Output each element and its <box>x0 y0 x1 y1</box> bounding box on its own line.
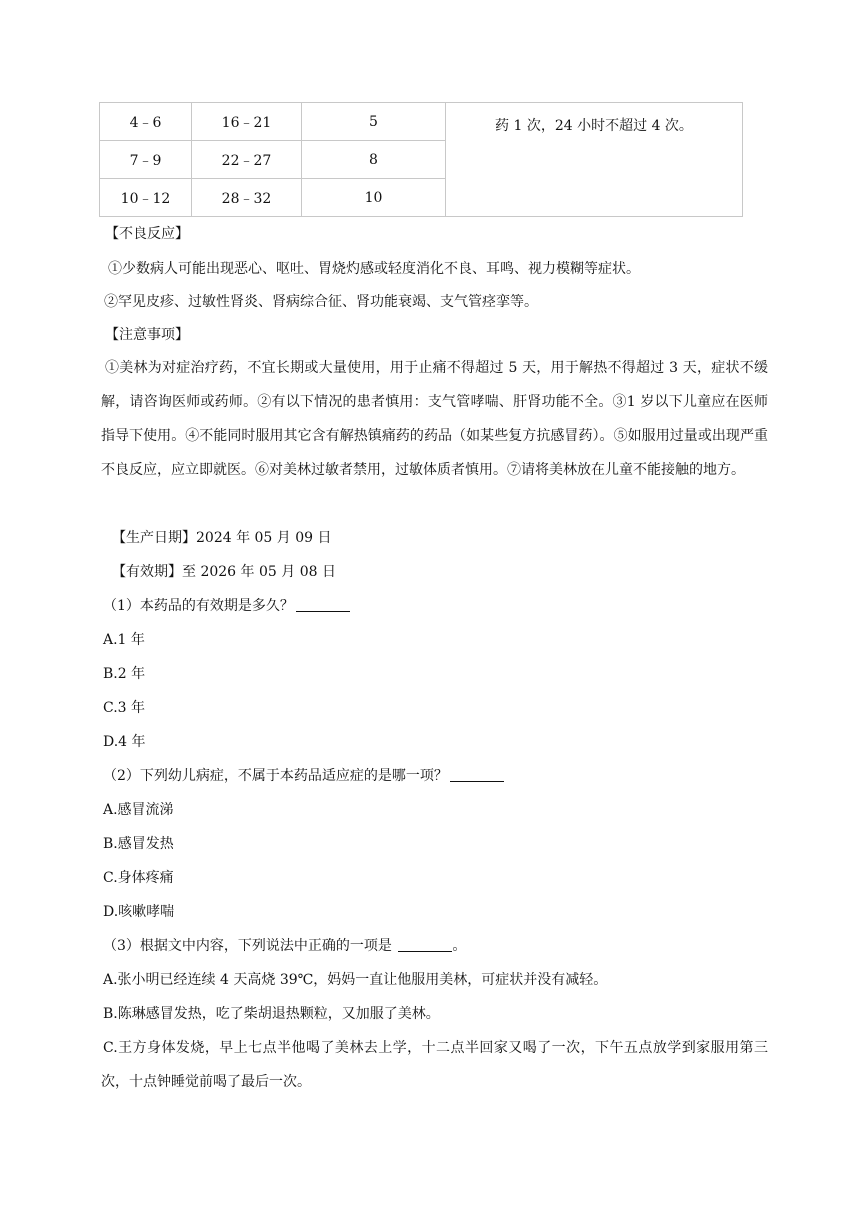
question-3-stem: （3）根据文中内容，下列说法中正确的一项是 <box>103 938 392 954</box>
adverse-item-2: ②罕见皮疹、过敏性肾炎、肾病综合征、肾功能衰竭、支气管痉挛等。 <box>104 294 538 310</box>
table-row <box>100 103 743 141</box>
dose-cell: 5 <box>302 103 446 141</box>
q2-option-c: C.身体疼痛 <box>103 870 174 886</box>
answer-blank <box>296 596 350 612</box>
expiry-date: 【有效期】至 2026 年 05 月 08 日 <box>112 564 336 580</box>
age-cell: 7﹣9 <box>100 141 192 179</box>
question-1-stem: （1）本药品的有效期是多久？ <box>103 598 294 614</box>
dosing-note-cell: 药 1 次，24 小时不超过 4 次。 <box>446 103 743 217</box>
weight-cell: 22﹣27 <box>192 141 302 179</box>
dose-cell: 8 <box>302 141 446 179</box>
age-cell: 4﹣6 <box>100 103 192 141</box>
q2-option-b: B.感冒发热 <box>103 836 174 852</box>
q1-option-b: B.2 年 <box>103 666 146 682</box>
answer-blank <box>450 766 504 782</box>
production-date: 【生产日期】2024 年 05 月 09 日 <box>112 530 332 546</box>
weight-cell: 16﹣21 <box>192 103 302 141</box>
q2-option-a: A.感冒流涕 <box>103 802 174 818</box>
question-2 <box>103 766 504 786</box>
q1-option-a: A.1 年 <box>103 632 145 648</box>
question-3 <box>103 936 466 956</box>
question-1 <box>103 596 350 616</box>
adverse-item-1: ①少数病人可能出现恶心、呕吐、胃烧灼感或轻度消化不良、耳鸣、视力模糊等症状。 <box>108 261 640 277</box>
age-cell: 10﹣12 <box>100 179 192 217</box>
question-2-stem: （2）下列幼儿病症，不属于本药品适应症的是哪一项？ <box>103 768 448 784</box>
precautions-text: ①美林为对症治疗药，不宜长期或大量使用，用于止痛不得超过 5 天，用于解热不得超过 3 天，症状不缓解，请咨询医师或药师。②有以下情况的患者慎用：支气管哮喘、肝肾功能不全。③1 岁以下儿童应在医师指导下使用。④不能同时服用其它含有解热镇痛药的药品（如某些复方抗感冒药）。⑤如服用过量或出现严重不良反应，应立即就医。⑥对美林过敏者禁用，过敏体质者慎用。⑦请将美林放在儿童不能接触的地方。 <box>101 360 768 478</box>
precautions-heading: 【注意事项】 <box>105 327 189 343</box>
q3-option-a: A.张小明已经连续 4 天高烧 39℃，妈妈一直让他服用美林，可症状并没有减轻。 <box>103 972 608 988</box>
dose-cell: 10 <box>302 179 446 217</box>
q3-option-b: B.陈琳感冒发热，吃了柴胡退热颗粒，又加服了美林。 <box>103 1006 440 1022</box>
q3-option-c: C.王方身体发烧，早上七点半他喝了美林去上学，十二点半回家又喝了一次，下午五点放学到家服用第三次，十点钟睡觉前喝了最后一次。 <box>101 1040 768 1090</box>
weight-cell: 28﹣32 <box>192 179 302 217</box>
q1-option-c: C.3 年 <box>103 700 146 716</box>
adverse-heading: 【不良反应】 <box>105 226 189 242</box>
q2-option-d: D.咳嗽哮喘 <box>103 904 175 920</box>
q1-option-d: D.4 年 <box>103 734 146 750</box>
dosage-table <box>99 102 743 217</box>
question-3-end: 。 <box>452 938 467 954</box>
answer-blank <box>398 936 452 952</box>
